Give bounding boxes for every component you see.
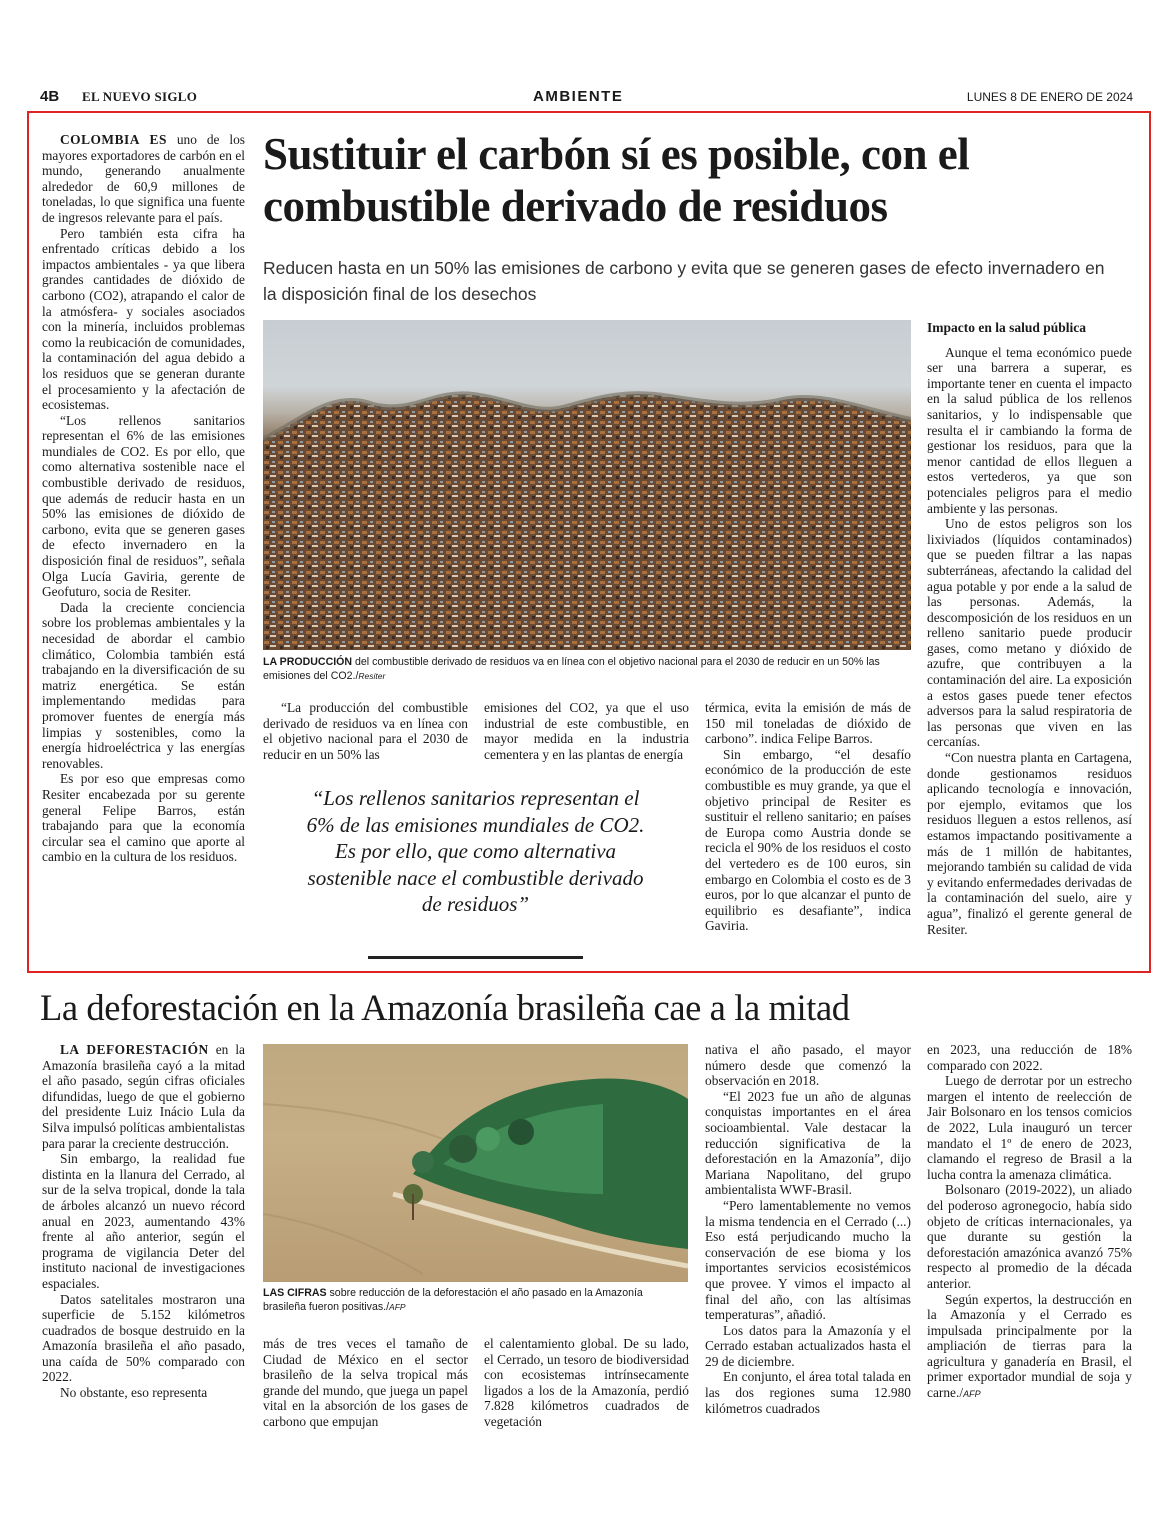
photo-credit: AFP — [389, 1302, 406, 1312]
caption-lead: LA PRODUCCIÓN — [263, 656, 353, 668]
article2-paragraph: nativa el año pasado, el mayor número desde que comenzó la observación en 2018. — [705, 1042, 911, 1089]
article2-column-3 — [484, 1336, 689, 1430]
article1-paragraph: “Con nuestra planta en Cartagena, donde gestionamos residuos aplicando tecnología e innovación, por ejemplo, evitamos que los residuos lleguen a estos rellenos, así estamos impactando positivamente a más de 1 millón de habitantes, mejorando también su calidad de vida y evitando enfermedades derivadas de la contaminación del suelo, aire y agua”, finalizó el gerente general de Resiter. — [927, 750, 1132, 937]
article1-right-column — [927, 320, 1132, 937]
masthead: EL NUEVO SIGLO — [82, 89, 198, 104]
page-header — [40, 88, 1133, 110]
article2-paragraph: el calentamiento global. De su lado, el Cerrado, un tesoro de biodiversidad con ecosistemas intrínsecamente ligados a los de la Amazonía, perdió 7.828 kilómetros cuadrados de vegetación — [484, 1336, 689, 1429]
article2-paragraph: Datos satelitales mostraron una superficie de 5.152 kilómetros cuadrados de bosque destruido en la Amazonía brasileña el año pasado, una caída de 50% comparado con 2022. — [42, 1291, 245, 1385]
article2-paragraph: Sin embargo, la realidad fue distinta en la llanura del Cerrado, al sur de la selva tropical, donde la tala de árboles alcanzó un nuevo récord anual en 2023, aumentando 43% frente al año anterior, según el programa de vigilancia Deter del instituto nacional de investigaciones espaciales. — [42, 1151, 245, 1291]
article2-paragraph: más de tres veces el tamaño de Ciudad de México en el sector brasileño de la selva tropical más grande del mundo, que juega un papel vital en la absorción de los gases de carbono que empujan — [263, 1336, 468, 1429]
article2-title: La deforestación en la Amazonía brasileña cae a la mitad — [40, 987, 850, 1028]
article1-mid-column-2 — [484, 700, 689, 762]
article2-paragraph: No obstante, eso representa — [60, 1385, 208, 1401]
article2-photo-caption — [263, 1286, 688, 1314]
article1-paragraph: Aunque el tema económico puede ser una barrera a superar, es importante tener en cuenta el impacto en la salud pública de los rellenos sanitarios, y lo indispensable que resulta el ir cambiando la forma de gestionar los residuos, para que la menor cantidad de ellos lleguen a estos vertederos, ya que son potenciales peligros para el medio ambiente y las personas. — [927, 344, 1132, 516]
caption-lead: LAS CIFRAS — [263, 1287, 327, 1299]
article1-mid-column-1 — [263, 700, 468, 762]
section-name: AMBIENTE — [533, 88, 624, 105]
deforestation-photo — [263, 1044, 688, 1282]
article1-paragraph: Uno de estos peligros son los lixiviados (líquidos contaminados) que se pueden filtrar a las napas subterráneas, afectando la calidad del agua potable y por ende a la salud de las personas. Además, la descomposición de los residuos en un relleno sanitario puede producir gases, como metano y dióxido de azufre, que contribuyen a la contaminación del aire. La exposición a estos gases puede tener efectos adversos para la salud respiratoria de las personas que viven en las cercanías. — [927, 516, 1132, 750]
article2-paragraph: en la Amazonía brasileña cayó a la mitad el año pasado, según cifras oficiales difundidas, luego de que el gobierno del presidente Luiz Inácio Lula da Silva impulsó políticas ambientalistas para parar la creciente destrucción. — [42, 1042, 245, 1151]
article1-paragraph: uno de los mayores exportadores de carbón en el mundo, generando anualmente alrededor de 60,9 millones de toneladas, lo que significa una fuente de ingresos relevante para el país. — [42, 132, 245, 225]
article1-left-column — [42, 132, 245, 865]
section-heading: Impacto en la salud pública — [927, 320, 1087, 335]
article2-column-4 — [705, 1042, 911, 1416]
article2-credit: AFP — [963, 1389, 981, 1400]
article2-paragraph: en 2023, una reducción de 18% comparado con 2022. — [927, 1042, 1132, 1073]
deforestation-illustration — [263, 1044, 688, 1282]
article1-paragraph: “Los rellenos sanitarios representan el 6% de las emisiones mundiales de CO2. Es por ello, que como alternativa sostenible nace el combustible derivado de residuos, que además de reducir hasta en un 50% las emisiones de dióxido de carbono, evita que se generen gases de efecto invernadero en la disposición final de residuos”, señala Olga Lucía Gaviria, gerente de Geofuturo, socia de Resiter. — [42, 412, 245, 600]
article2-paragraph: En conjunto, el área total talada en las dos regiones suma 12.980 kilómetros cuadrados — [705, 1369, 911, 1416]
caption-text: sobre reducción de la deforestación el año pasado en la Amazonía brasileña fueron positivas./ — [263, 1287, 643, 1313]
article1-paragraph: Sin embargo, “el desafío económico de la producción de este combustible es muy grande, ya que el objetivo principal de Resiter es sustituir el relleno sanitario; en países de Europa como Austria donde se recicla el 90% de los residuos el costo del vertedero es de 100 euros, sin embargo en Colombia el costo es de 3 euros, por lo que alcanzar el punto de equilibrio es desafiante”, indica Gaviria. — [705, 746, 911, 934]
article2-column-1 — [42, 1042, 245, 1401]
article2-column-2 — [263, 1336, 468, 1430]
article1-photo-caption — [263, 655, 911, 683]
photo-credit: Resiter — [358, 671, 386, 681]
article2-paragraph: Bolsonaro (2019-2022), un aliado del poderoso agronegocio, había sido objeto de críticas internacionales, ya que durante su gestión la deforestación amazónica avanzó 75% respecto al promedio de la década anterior. — [927, 1182, 1132, 1291]
article1-subtitle: Reducen hasta en un 50% las emisiones de carbono y evita que se generen gases de efecto invernadero en la disposición final de los desechos — [263, 258, 1105, 304]
article1-title: Sustituir el carbón sí es posible, con el combustible derivado de residuos — [263, 129, 970, 231]
article2-paragraph: “Pero lamentablemente no vemos la misma tendencia en el Cerrado (...) Eso está perjudicando mucho la conservación de ese bioma y los importantes servicios ecosistémicos que provee. Y vimos el impacto al final del año, con las altísimas temperaturas”, añadió. — [705, 1197, 911, 1323]
article1-paragraph: “La producción del combustible derivado de residuos va en línea con el objetivo nacional para el 2030 de reducir en un 50% las — [263, 700, 468, 762]
article2-column-5 — [927, 1042, 1132, 1403]
caption-text: del combustible derivado de residuos va en línea con el objetivo nacional para el 2030 de reducir en un 50% las emisiones del CO2./ — [263, 656, 880, 682]
article1-paragraph: Pero también esta cifra ha enfrentado críticas debido a los impactos ambientales - ya que libera grandes cantidades de dióxido de carbono (CO2), atrapando el calor de la atmósfera- y sociales asociados con la minería, incluidos problemas como la reubicación de comunidades, la contaminación del agua debido a los residuos que se generan durante el procesamiento y la afectación de ecosistemas. — [42, 225, 245, 413]
article2-lead: LA DEFORESTACIÓN — [60, 1042, 209, 1057]
article1-lead: COLOMBIA ES — [60, 132, 167, 147]
article1-mid-column-3 — [705, 700, 911, 934]
article2-paragraph: Los datos para la Amazonía y el Cerrado estaban actualizados hasta el 29 de diciembre. — [705, 1322, 911, 1369]
landfill-photo — [263, 320, 911, 650]
issue-date: LUNES 8 DE ENERO DE 2024 — [966, 90, 1133, 104]
article1-paragraph: Dada la creciente conciencia sobre los problemas ambientales y la necesidad de abordar el cambio climático, Colombia también está trabajando en la diversificación de su matriz energética. Se están implementando medidas para promover fuentes de energía más limpias y sostenibles, como la energía hidroeléctrica y las energías renovables. — [42, 599, 245, 771]
article1-paragraph: Es por eso que empresas como Resiter encabezada por su gerente general Felipe Barros, están trabajando para que la economía circular sea el camino que aporte al cambio en la cultura de los residuos. — [42, 771, 245, 865]
article2-paragraph: “El 2023 fue un año de algunas conquistas importantes en el área socioambiental. Vale destacar la reducción significativa de la deforestación en la Amazonía”, dijo Mariana Napolitano, del grupo ambientalista WWF-Brasil. — [705, 1088, 911, 1198]
pull-quote: “Los rellenos sanitarios representan el 6% de las emisiones mundiales de CO2. Es por ello, que como alternativa sostenible nace el combustible derivado de residuos” — [306, 786, 645, 916]
page-number: 4B — [40, 88, 60, 105]
article1-paragraph: térmica, evita la emisión de más de 150 mil toneladas de dióxido de carbono”. indica Felipe Barros. — [705, 700, 911, 747]
article2-paragraph: Luego de derrotar por un estrecho margen el intento de reelección de Jair Bolsonaro en los tensos comicios de 2022, Lula inauguró un tercer mandato el 1º de enero de 2023, clamando el regreso de Brasil a la lucha contra la amenaza climática. — [927, 1073, 1132, 1182]
article2-paragraph: Según expertos, la destrucción en la Amazonía y el Cerrado es impulsada principalmente por la ampliación de tierras para la agricultura y ganadería en Brasil, el primer exportador mundial de soja y carne./ — [927, 1291, 1132, 1401]
article1-paragraph: emisiones del CO2, ya que el uso industrial de este combustible, en mayor medida en la industria cementera y en las plantas de energía — [484, 700, 689, 762]
landfill-illustration — [263, 320, 911, 650]
pull-quote-rule — [368, 956, 583, 959]
